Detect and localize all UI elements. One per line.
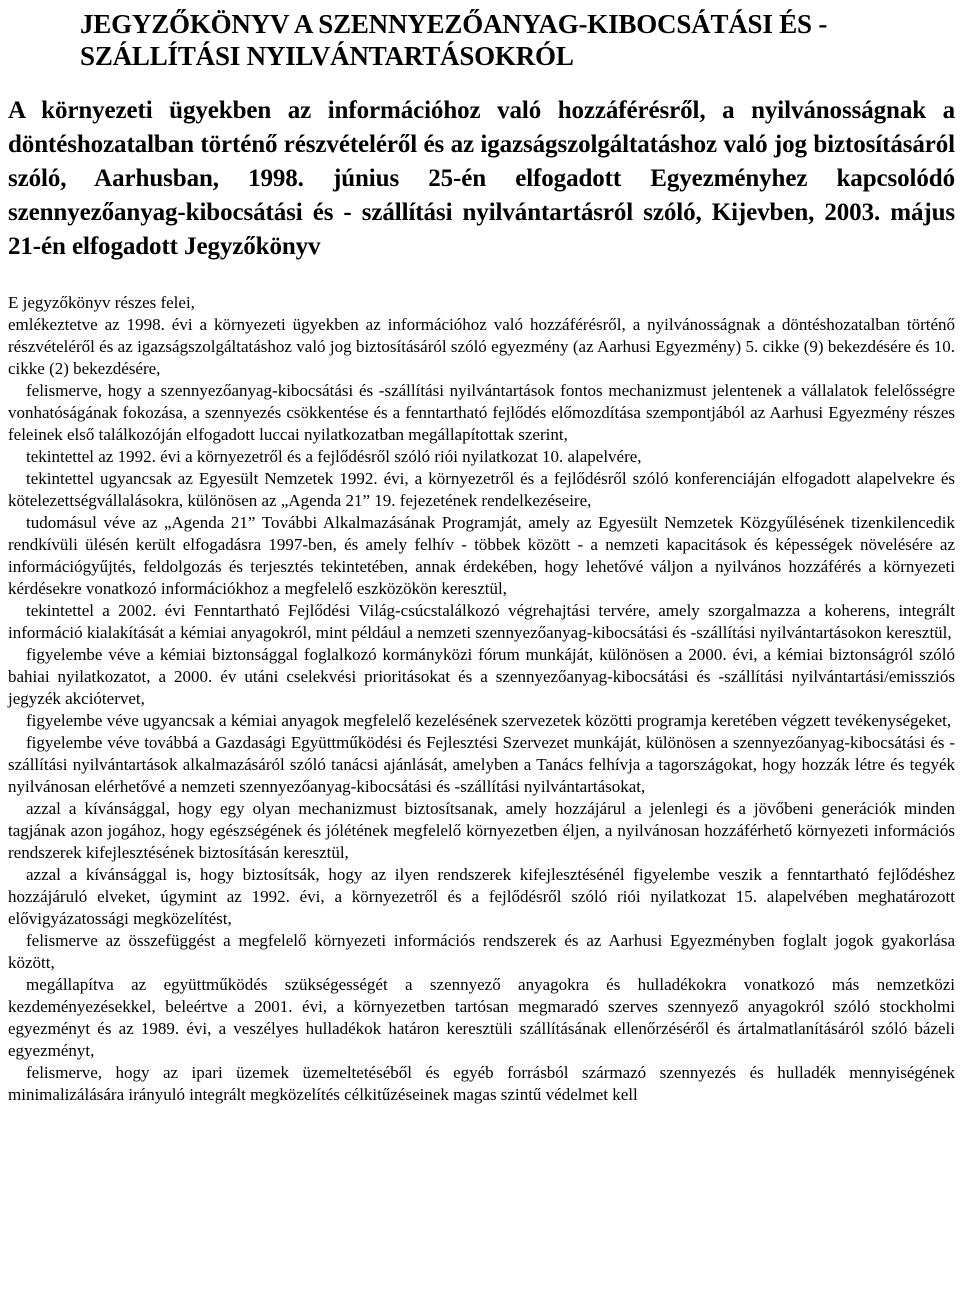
- paragraph-13: felismerve, hogy az ipari üzemek üzemeltetéséből és egyéb forrásból származó szennyezés és hulladék mennyiségének minimalizálására irányuló integrált megközelítés célkitűzéseinek magas szintű védelmet kell: [8, 1063, 955, 1104]
- paragraph-5: tekintettel a 2002. évi Fenntartható Fejlődési Világ-csúcstalálkozó végrehajtási tervére, amely szorgalmazza a koherens, integrált információ kialakítását a kémiai anyagokról, mint például a nemzeti szennyezőanyag-kibocsátási és -szállítási nyilvántartásokon keresztül,: [8, 601, 955, 642]
- paragraph-12: megállapítva az együttműködés szükségességét a szennyező anyagokra és hulladékokra vonatkozó más nemzetközi kezdeményezésekkel, beleértve a 2001. évi, a környezetben tartósan megmaradó szerves szennyező anyagokról szóló stockholmi egyezményt és az 1989. évi, a veszélyes hulladékok határon keresztüli szállításának ellenőrzéséről és ártalmatlanításáról szóló bázeli egyezményt,: [8, 975, 955, 1060]
- paragraph-9: azzal a kívánsággal, hogy egy olyan mechanizmust biztosítsanak, amely hozzájárul a jelenlegi és a jövőbeni generációk minden tagjának azon jogához, hogy egészségének és jólétének megfelelő környezetben éljen, a nyilvánosan hozzáférhető környezeti információs rendszerek kifejlesztésének biztosításán keresztül,: [8, 799, 955, 862]
- paragraph-1: felismerve, hogy a szennyezőanyag-kibocsátási és -szállítási nyilvántartások fontos mechanizmust jelentenek a vállalatok felelősségre vonhatóságának fokozása, a szennyezés csökkentése és a fenntartható fejlődés előmozdítása szempontjából az Aarhusi Egyezmény részes feleinek első találkozóján elfogadott luccai nyilatkozatban megállapítottak szerint,: [8, 381, 955, 444]
- paragraph-3: tekintettel ugyancsak az Egyesült Nemzetek 1992. évi, a környezetről és a fejlődésről szóló konferenciáján elfogadott alapelvekre és kötelezettségvállalásokra, különösen az „Agenda 21” 19. fejezetének rendelkezéseire,: [8, 469, 955, 510]
- document-page: [8, 0, 955, 1106]
- paragraph-6: figyelembe véve a kémiai biztonsággal foglalkozó kormányközi fórum munkáját, különösen a 2000. évi, a kémiai biztonságról szóló bahiai nyilatkozatot, a 2000. év utáni cselekvési prioritásokat és a szennyezőanyag-kibocsátási és -szállítási nyilvántartási/emissziós jegyzék akciótervet,: [8, 645, 955, 708]
- intro-line: E jegyzőkönyv részes felei,: [8, 293, 195, 312]
- paragraph-7: figyelembe véve ugyancsak a kémiai anyagok megfelelő kezelésének szervezetek közötti programja keretében végzett tevékenységeket,: [26, 711, 952, 730]
- paragraph-11: felismerve az összefüggést a megfelelő környezeti információs rendszerek és az Aarhusi Egyezményben foglalt jogok gyakorlása között,: [8, 931, 955, 972]
- paragraph-8: figyelembe véve továbbá a Gazdasági Együttműködési és Fejlesztési Szervezet munkáját, különösen a szennyezőanyag-kibocsátási és -szállítási nyilvántartások alkalmazásáról szóló tanácsi ajánlását, amelyben a Tanács felhívja a tagországokat, hogy hozzák létre és tegyék nyilvánosan elérhetővé a nemzeti szennyezőanyag-kibocsátási és -szállítási nyilvántartásokat,: [8, 733, 955, 796]
- paragraph-2: tekintettel az 1992. évi a környezetről és a fejlődésről szóló riói nyilatkozat 10. alapelvére,: [26, 447, 642, 466]
- document-title: JEGYZŐKÖNYV A SZENNYEZŐANYAG-KIBOCSÁTÁSI ÉS - SZÁLLÍTÁSI NYILVÁNTARTÁSOKRÓL: [80, 9, 828, 71]
- document-subtitle: A környezeti ügyekben az információhoz való hozzáférésről, a nyilvánosságnak a döntéshozatalban történő részvételéről és az igazságszolgáltatáshoz való jog biztosításáról szóló, Aarhusban, 1998. június 25-én elfogadott Egyezményhez kapcsolódó szennyezőanyag-kibocsátási és - szállítási nyilvántartásról szóló, Kijevben, 2003. május 21-én elfogadott Jegyzőkönyv: [8, 97, 955, 260]
- paragraph-4: tudomásul véve az „Agenda 21” További Alkalmazásának Programját, amely az Egyesült Nemzetek Közgyűlésének tizenkilencedik rendkívüli ülésén került elfogadásra 1997-ben, és amely felhív - többek között - a nemzeti kapacitások és képességek növelésére az információgyűjtés, feldolgozás és terjesztés tekintetében, annak érdekében, hogy lehetővé váljon a nyilvános hozzáférés a környezeti kérdésekre vonatkozó információkhoz a megfelelő eszközökön keresztül,: [8, 513, 955, 598]
- first-paragraph: emlékeztetve az 1998. évi a környezeti ügyekben az információhoz való hozzáférésről, a nyilvánosságnak a döntéshozatalban történő részvételéről és az igazságszolgáltatáshoz való jog biztosításáról szóló egyezmény (az Aarhusi Egyezmény) 5. cikke (9) bekezdésére és 10. cikke (2) bekezdésére,: [8, 315, 955, 378]
- paragraph-10: azzal a kívánsággal is, hogy biztosítsák, hogy az ilyen rendszerek kifejlesztésénél figyelembe veszik a fenntartható fejlődéshez hozzájáruló elveket, úgymint az 1992. évi, a környezetről és a fejlődésről szóló riói nyilatkozat 15. alapelvében meghatározott elővigyázatossági megközelítést,: [8, 865, 955, 928]
